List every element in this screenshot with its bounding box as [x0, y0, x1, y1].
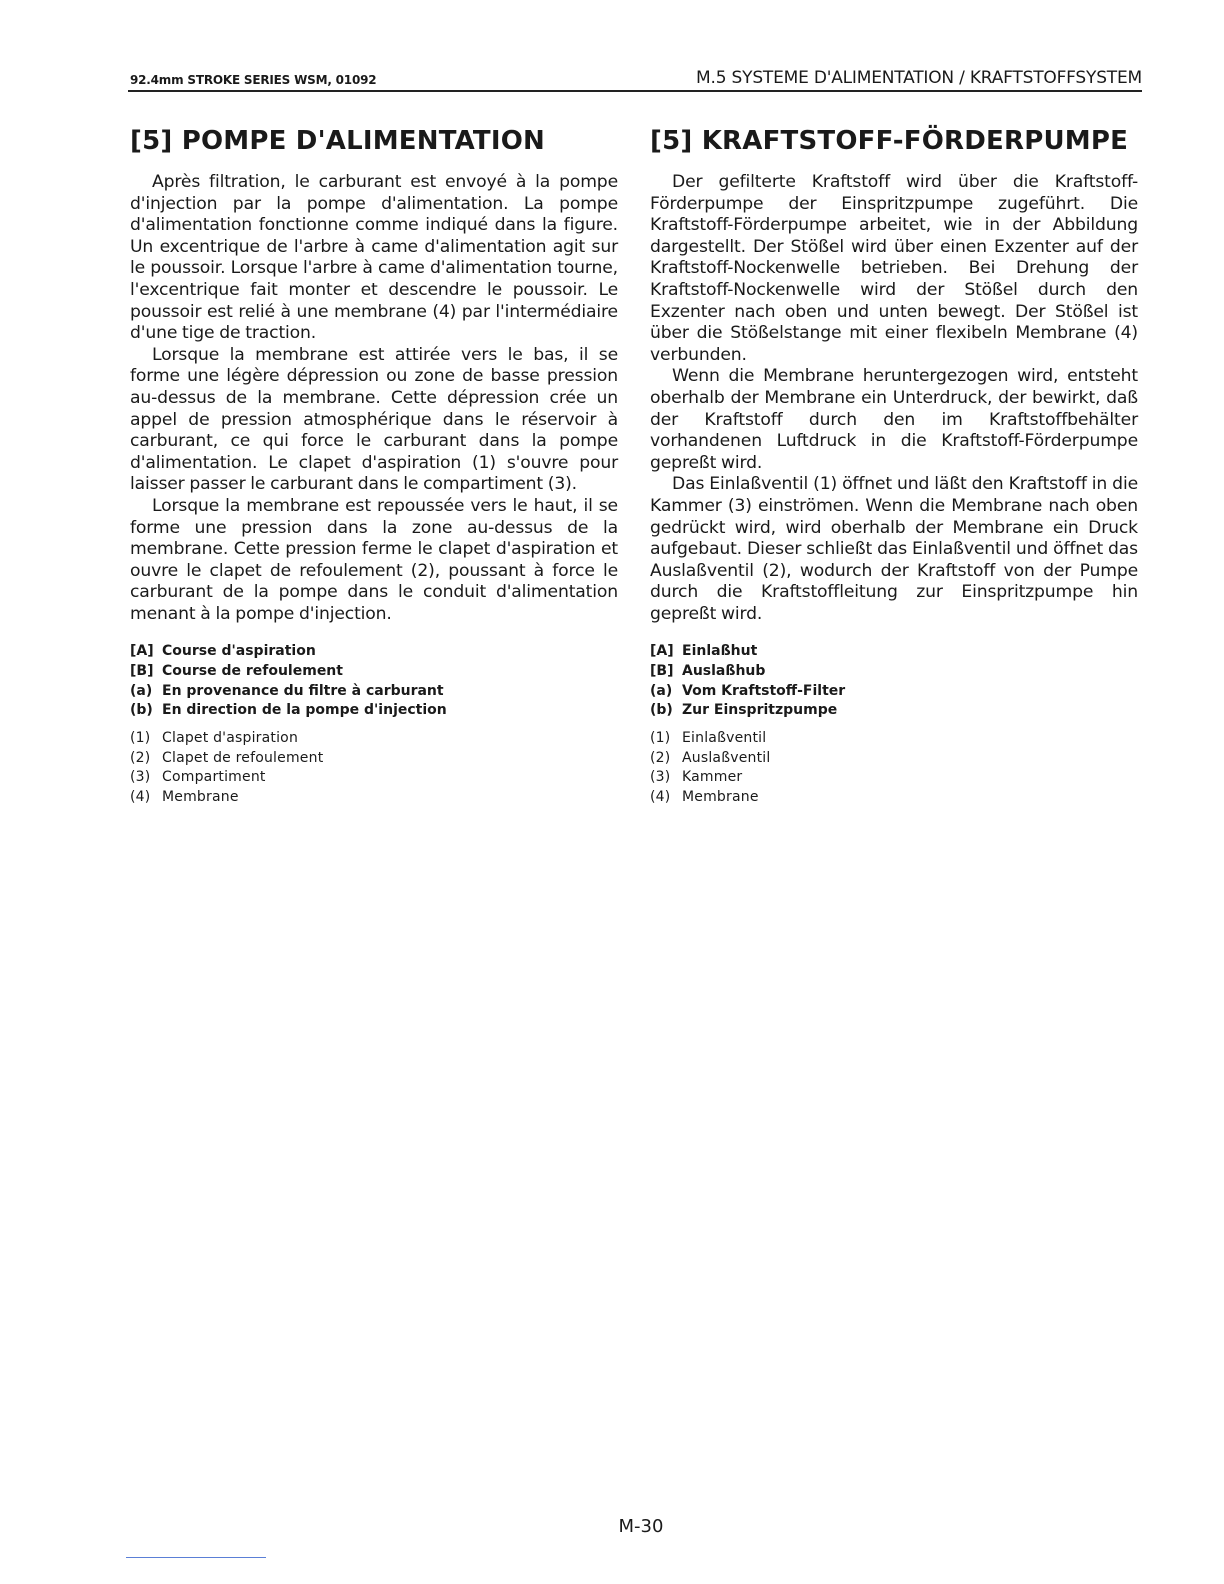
legend-item: [130, 662, 618, 682]
legend-text: Course d'aspiration: [162, 643, 316, 660]
legend-key: (2): [130, 749, 151, 766]
legend-key: [A]: [650, 643, 674, 660]
legend-key: (1): [130, 729, 151, 746]
section-title-de: [5] KRAFTSTOFF-FÖRDERPUMPE: [650, 126, 1129, 156]
legend-text: Auslaßhub: [682, 663, 766, 680]
legend-item: [650, 729, 1138, 749]
legend-key: [B]: [650, 663, 674, 680]
section-title-fr: [5] POMPE D'ALIMENTATION: [130, 126, 545, 156]
legend-key: [B]: [130, 663, 154, 680]
legend-text: Course de refoulement: [162, 663, 343, 680]
legend-key: (2): [650, 749, 671, 766]
legend-key: (a): [130, 682, 153, 699]
page-header: [128, 64, 1142, 92]
legend-item: [650, 662, 1138, 682]
page-footer: [0, 1516, 1224, 1537]
paragraph-de-2: Wenn die Membrane heruntergezogen wird, entsteht oberhalb der Membrane ein Unterdruck, der bewirkt, daß der Kraftstoff durch den im Kraftstoffbehälter vorhandenen Luftdruck in die Kraftstoff-Förderpumpe gepreßt wird.: [650, 366, 1138, 473]
legend-text: Clapet de refoulement: [162, 749, 324, 766]
paragraph-de-1: Der gefilterte Kraftstoff wird über die Kraftstoff-Förderpumpe der Einspritzpumpe zugeführt. Die Kraftstoff-Förderpumpe arbeitet, wie in der Abbildung dargestellt. Der Stößel wird über einen Exzenter auf der Kraftstoff-Nockenwelle betrieben. Bei Drehung der Kraftstoff-Nockenwelle wird der Stößel durch den Exzenter nach oben und unten bewegt. Der Stößel ist über die Stößelstange mit einer flexibeln Membrane (4) verbunden.: [650, 172, 1138, 365]
legend-key: [A]: [130, 643, 154, 660]
legend-text: Kammer: [682, 769, 743, 786]
legend-item: [130, 749, 618, 769]
manual-series-label: 92.4mm STROKE SERIES WSM, 01092: [130, 73, 377, 87]
legend-text: Membrane: [162, 789, 239, 806]
legend-text: Membrane: [682, 789, 759, 806]
footer-rule: [126, 1557, 266, 1558]
legend-key: (3): [650, 769, 671, 786]
page-number: M-30: [618, 1516, 664, 1537]
legend-item: [130, 729, 618, 749]
legend-text: Compartiment: [162, 769, 266, 786]
legend-text: Einlaßhut: [682, 643, 758, 660]
paragraph-fr-1: Après filtration, le carburant est envoyé à la pompe d'injection par la pompe d'alimentation. La pompe d'alimentation fonctionne comme indiqué dans la figure. Un excentrique de l'arbre à came d'alimentation agit sur le poussoir. Lorsque l'arbre à came d'alimentation tourne, l'excentrique fait monter et descendre le poussoir. Le poussoir est relié à une membrane (4) par l'intermédiaire d'une tige de traction.: [130, 172, 618, 344]
legend-strokes-de: [650, 642, 1138, 720]
legend-key: (1): [650, 729, 671, 746]
legend-text: En direction de la pompe d'injection: [162, 702, 447, 719]
paragraph-de-3: Das Einlaßventil (1) öffnet und läßt den Kraftstoff in die Kammer (3) einströmen. Wenn die Membrane nach oben gedrückt wird, wird oberhalb der Membrane ein Druck aufgebaut. Dieser schließt das Einlaßventil und öffnet das Auslaßventil (2), wodurch der Kraftstoff von der Pumpe durch die Kraftstoffleitung zur Einspritzpumpe hin gepreßt wird.: [650, 474, 1138, 624]
legend-key: (a): [650, 682, 673, 699]
legend-item: [130, 788, 618, 808]
legend-key: (4): [650, 789, 671, 806]
legend-item: [650, 682, 1138, 702]
legend-item: [130, 642, 618, 662]
legend-item: [650, 642, 1138, 662]
legend-key: (b): [130, 702, 153, 719]
legend-parts-fr: [130, 729, 618, 808]
legend-strokes-fr: [130, 642, 618, 720]
legend-text: Vom Kraftstoff-Filter: [682, 682, 846, 699]
paragraph-fr-3: Lorsque la membrane est repoussée vers le haut, il se forme une pression dans la zone au-dessus de la membrane. Cette pression ferme le clapet d'aspiration et ouvre le clapet de refoulement (2), poussant à force le carburant de la pompe dans le conduit d'alimentation menant à la pompe d'injection.: [130, 495, 618, 624]
legend-text: Clapet d'aspiration: [162, 729, 299, 746]
legend-key: (b): [650, 702, 673, 719]
legend-text: Auslaßventil: [682, 749, 771, 766]
legend-key: (3): [130, 769, 151, 786]
legend-text: Zur Einspritzpumpe: [682, 702, 838, 719]
legend-text: Einlaßventil: [682, 729, 767, 746]
legend-item: [650, 749, 1138, 769]
legend-item: [130, 768, 618, 788]
legend-parts-de: [650, 729, 1138, 808]
legend-key: (4): [130, 789, 151, 806]
legend-item: [650, 701, 1138, 721]
legend-text: En provenance du filtre à carburant: [162, 682, 444, 699]
legend-item: [650, 788, 1138, 808]
legend-item: [650, 768, 1138, 788]
legend-item: [130, 701, 618, 721]
french-column: [130, 124, 618, 808]
legend-item: [130, 682, 618, 702]
german-column: [650, 124, 1138, 808]
chapter-title: M.5 SYSTEME D'ALIMENTATION / KRAFTSTOFFSYSTEM: [696, 68, 1142, 88]
paragraph-fr-2: Lorsque la membrane est attirée vers le bas, il se forme une légère dépression ou zone de basse pression au-dessus de la membrane. Cette dépression crée un appel de pression atmosphérique dans le réservoir à carburant, ce qui force le carburant dans la pompe d'alimentation. Le clapet d'aspiration (1) s'ouvre pour laisser passer le carburant dans le compartiment (3).: [130, 344, 618, 495]
